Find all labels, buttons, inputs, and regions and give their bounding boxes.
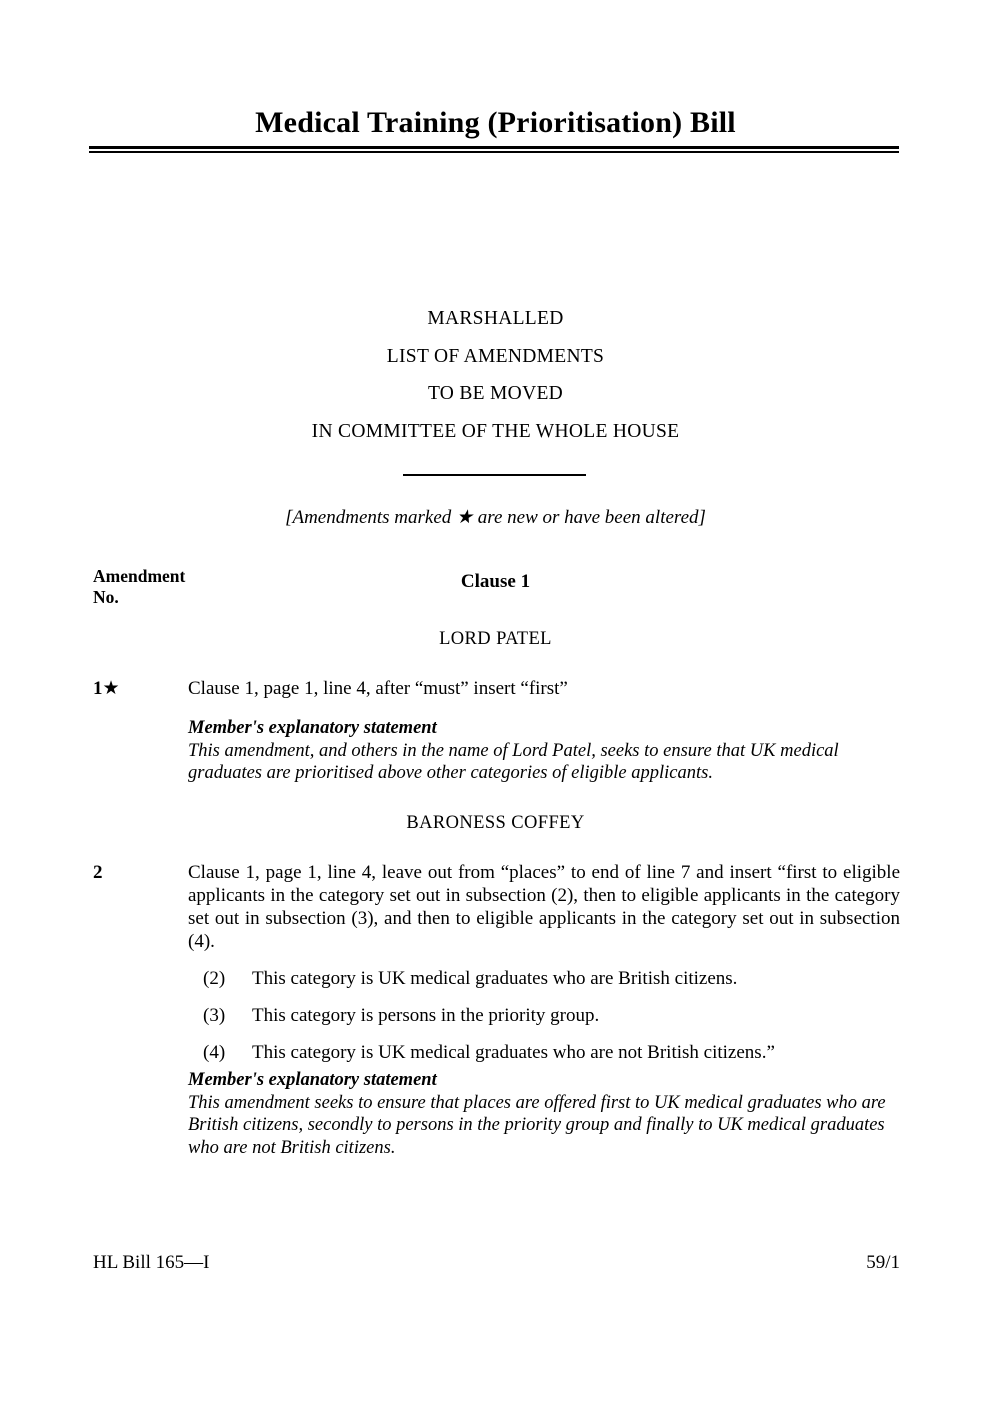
star-note: [Amendments marked ★ are new or have been altered] (285, 507, 706, 528)
amendment-1-number (93, 677, 120, 700)
subsection-2-number: (2) (203, 968, 226, 989)
amendment-2-number (93, 861, 103, 884)
subsection-3-number: (3) (203, 1005, 226, 1026)
section-divider-rule (403, 474, 586, 476)
heading-list-of-amendments: LIST OF AMENDMENTS (386, 345, 605, 367)
explanatory-statement-text: This amendment seeks to ensure that places are offered first to UK medical graduates who are British citizens, secondly to persons in the priority group and finally to UK medical graduates who are not British citizens. (188, 1092, 886, 1158)
explanatory-statement-heading: Member's explanatory statement (188, 1070, 437, 1090)
subsection-2-text: This category is UK medical graduates who are British citizens. (252, 968, 738, 989)
new-amendment-star-icon: ★ (102, 678, 120, 699)
amendment-2 (93, 861, 900, 1064)
page-number: 59/1 (866, 1252, 900, 1273)
amendment-1-explanatory-statement (188, 717, 902, 785)
amendment-2-explanatory-statement (188, 1069, 902, 1159)
amendment-1-number-value: 1 (93, 678, 103, 699)
subsection-4-text: This category is UK medical graduates who are not British citizens.” (252, 1042, 775, 1063)
bill-reference: HL Bill 165—I (93, 1252, 210, 1273)
title-double-rule (89, 146, 899, 153)
amendment-2-text: Clause 1, page 1, line 4, leave out from “places” to end of line 7 and insert “first to eligible applicants in the category set out in subsection (2), then to eligible applicants in the category set out in subsection (3), and then to eligible applicants in the category set out in subsection (4). (188, 862, 900, 952)
amendment-1-text: Clause 1, page 1, line 4, after “must” insert “first” (188, 678, 568, 699)
subsection-4 (188, 1041, 900, 1064)
subsection-3 (188, 1004, 900, 1027)
explanatory-statement-heading: Member's explanatory statement (188, 718, 437, 738)
amendment-no-column-label: Amendment No. (93, 566, 186, 607)
mover-name-lord-patel: LORD PATEL (439, 629, 552, 649)
mover-name-baroness-coffey: BARONESS COFFEY (406, 813, 585, 833)
document-headings (0, 300, 991, 450)
explanatory-statement-text: This amendment, and others in the name of Lord Patel, seeks to ensure that UK medical graduates are prioritised above other categories of eligible applicants. (188, 740, 839, 783)
page-footer (93, 1252, 900, 1274)
page-title: Medical Training (Prioritisation) Bill (255, 106, 736, 139)
amendment-1 (93, 677, 900, 700)
clause-heading: Clause 1 (460, 571, 531, 592)
amendment-2-number-value: 2 (93, 862, 103, 883)
subsection-4-number: (4) (203, 1042, 226, 1063)
heading-committee: IN COMMITTEE OF THE WHOLE HOUSE (311, 420, 680, 442)
heading-to-be-moved: TO BE MOVED (427, 383, 564, 404)
heading-marshalled: MARSHALLED (427, 308, 564, 329)
subsection-2 (188, 967, 900, 990)
subsection-3-text: This category is persons in the priority group. (252, 1005, 600, 1026)
